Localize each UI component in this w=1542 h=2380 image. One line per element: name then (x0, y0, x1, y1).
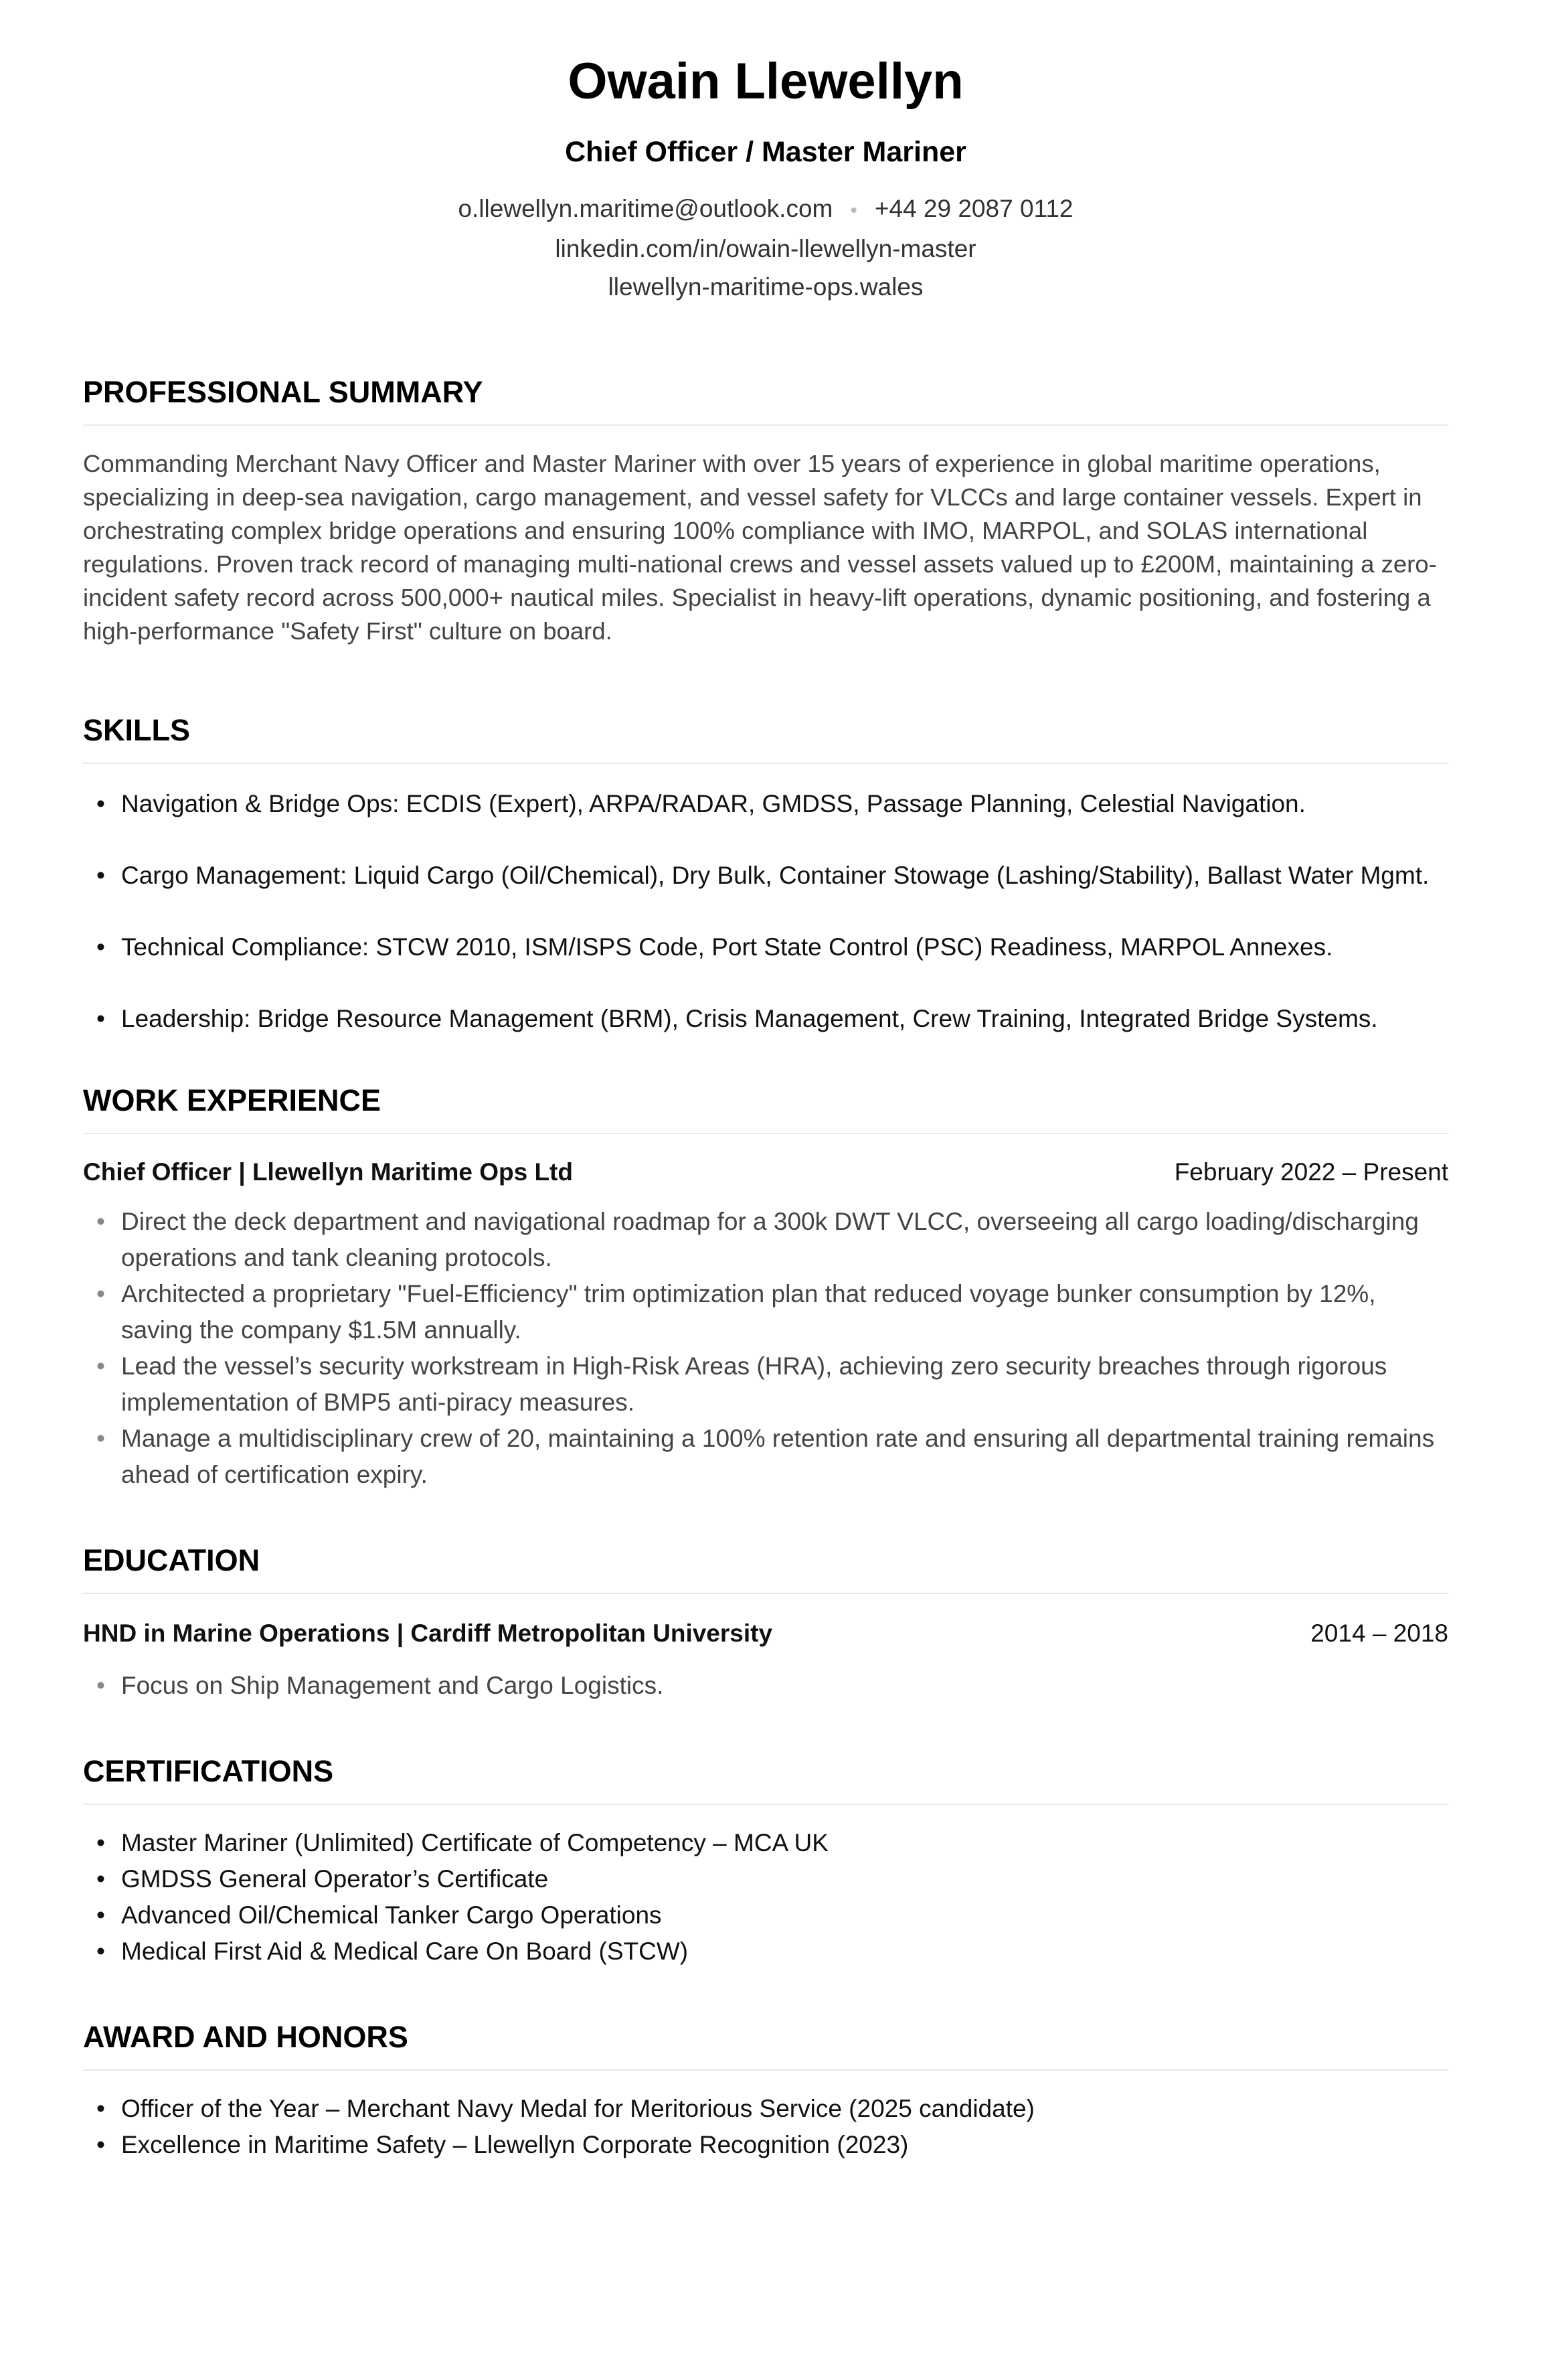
skill-item: • Cargo Management: Liquid Cargo (Oil/Chemical), Dry Bulk, Container Stowage (Lashing/Stability), Ballast Water Mgmt. (83, 858, 1448, 894)
certifications-list (83, 1825, 1448, 1970)
experience-date: February 2022 – Present (1174, 1158, 1448, 1186)
certification-item: • GMDSS General Operator’s Certificate (83, 1861, 1448, 1897)
resume-header (83, 0, 1448, 306)
skills-list (83, 786, 1448, 1037)
skill-item: • Technical Compliance: STCW 2010, ISM/ISPS Code, Port State Control (PSC) Readiness, MARPOL Annexes. (83, 929, 1448, 965)
education-heading: EDUCATION (83, 1545, 1448, 1594)
certification-item: • Medical First Aid & Medical Care On Board (STCW) (83, 1933, 1448, 1970)
education-degree: HND in Marine Operations | Cardiff Metropolitan University (83, 1619, 773, 1647)
certifications-heading: CERTIFICATIONS (83, 1756, 1448, 1805)
experience-bullet: • Lead the vessel’s security workstream in High-Risk Areas (HRA), achieving zero security breaches through rigorous implementation of BMP5 anti-piracy measures. (83, 1348, 1448, 1421)
education-section (83, 1545, 1448, 1704)
education-bullets (83, 1668, 1448, 1704)
summary-section (83, 377, 1448, 648)
experience-role: Chief Officer | Llewellyn Maritime Ops Ltd (83, 1158, 573, 1186)
skill-item: • Leadership: Bridge Resource Management (BRM), Crisis Management, Crew Training, Integrated Bridge Systems. (83, 1001, 1448, 1037)
experience-bullets (83, 1204, 1448, 1493)
linkedin-link[interactable]: linkedin.com/in/owain-llewellyn-master (555, 235, 976, 262)
experience-bullet: • Architected a proprietary "Fuel-Efficiency" trim optimization plan that reduced voyage bunker consumption by 12%, saving the company $1.5M annually. (83, 1276, 1448, 1348)
education-date: 2014 – 2018 (1310, 1619, 1448, 1647)
experience-bullet: • Manage a multidisciplinary crew of 20, maintaining a 100% retention rate and ensuring all departmental training remains ahead of certification expiry. (83, 1421, 1448, 1493)
skills-section (83, 715, 1448, 1037)
candidate-name: Owain Llewellyn (568, 53, 964, 110)
contact-info (83, 189, 1448, 306)
skills-heading: SKILLS (83, 715, 1448, 764)
experience-section (83, 1085, 1448, 1493)
education-bullet: • Focus on Ship Management and Cargo Logistics. (83, 1668, 1448, 1704)
email-link[interactable]: o.llewellyn.maritime@outlook.com (458, 195, 833, 222)
phone-number[interactable]: +44 29 2087 0112 (874, 195, 1074, 222)
awards-section (83, 2022, 1448, 2163)
awards-heading: AWARD AND HONORS (83, 2022, 1448, 2071)
award-item: • Excellence in Maritime Safety – Llewellyn Corporate Recognition (2023) (83, 2127, 1448, 2163)
experience-heading: WORK EXPERIENCE (83, 1085, 1448, 1134)
certification-item: • Advanced Oil/Chemical Tanker Cargo Operations (83, 1897, 1448, 1933)
award-item: • Officer of the Year – Merchant Navy Medal for Meritorious Service (2025 candidate) (83, 2091, 1448, 2127)
website-link[interactable]: llewellyn-maritime-ops.wales (608, 273, 924, 301)
certifications-section (83, 1756, 1448, 1970)
summary-heading: PROFESSIONAL SUMMARY (83, 377, 1448, 426)
summary-text: Commanding Merchant Navy Officer and Master Mariner with over 15 years of experience in global maritime operations, specializing in deep-sea navigation, cargo management, and vessel safety for VLCCs and large container vessels. Expert in orchestrating complex bridge operations and ensuring 100% compliance with IMO, MARPOL, and SOLAS international regulations. Proven track record of managing multi-national crews and vessel assets valued up to £200M, maintaining a zero-incident safety record across 500,000+ nautical miles. Specialist in heavy-lift operations, dynamic positioning, and fostering a high-performance "Safety First" culture on board. (83, 450, 1437, 645)
separator-dot: • (850, 200, 857, 222)
certification-item: • Master Mariner (Unlimited) Certificate of Competency – MCA UK (83, 1825, 1448, 1861)
awards-list (83, 2091, 1448, 2163)
skill-item: • Navigation & Bridge Ops: ECDIS (Expert), ARPA/RADAR, GMDSS, Passage Planning, Celestial Navigation. (83, 786, 1448, 822)
job-title: Chief Officer / Master Mariner (565, 136, 966, 168)
education-entry-header (83, 1619, 1448, 1648)
experience-bullet: • Direct the deck department and navigational roadmap for a 300k DWT VLCC, overseeing all cargo loading/discharging operations and tank cleaning protocols. (83, 1204, 1448, 1276)
contact-line-1 (83, 189, 1448, 230)
experience-entry-header (83, 1158, 1448, 1186)
